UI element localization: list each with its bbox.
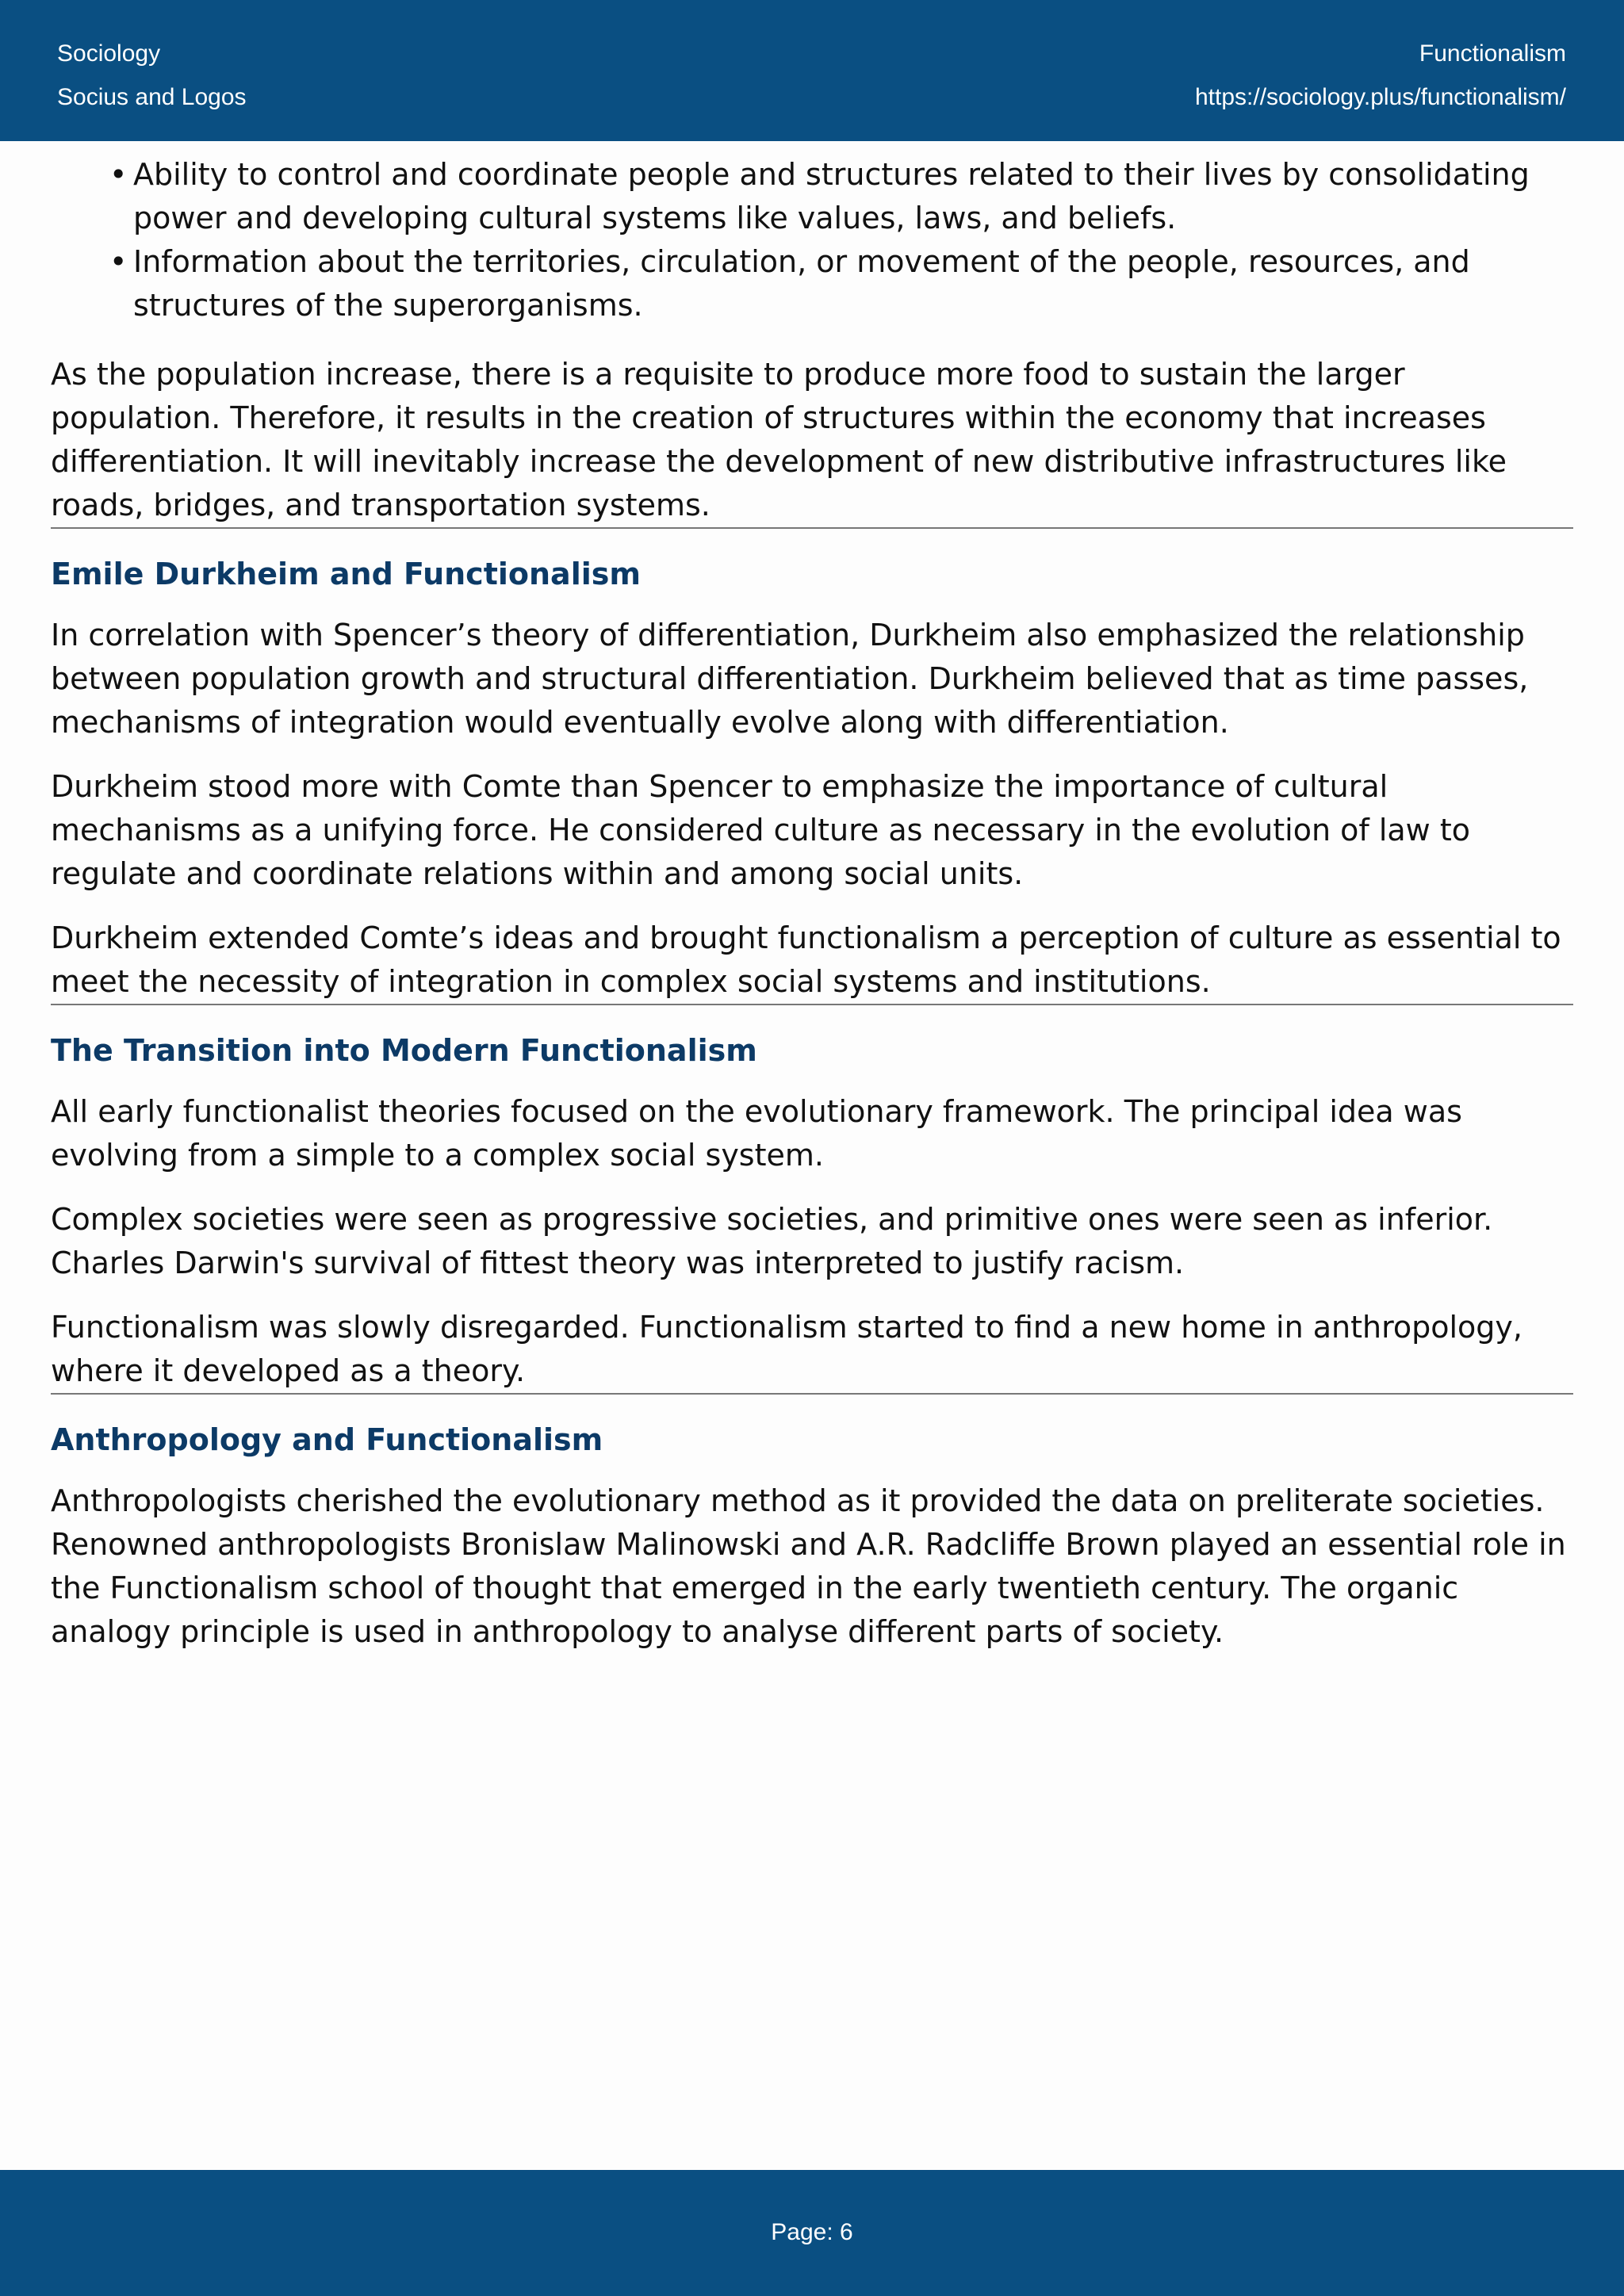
page-header — [0, 0, 1624, 141]
header-topic: Functionalism — [1419, 40, 1566, 67]
paragraph: Functionalism was slowly disregarded. Functionalism started to find a new home in anthropology, where it developed as a theory. — [51, 1310, 1522, 1388]
header-left — [57, 32, 247, 119]
section-heading-durkheim: Emile Durkheim and Functionalism — [51, 557, 641, 591]
section-heading-anthropology: Anthropology and Functionalism — [51, 1422, 603, 1457]
paragraph: All early functionalist theories focused on the evolutionary framework. The principal idea was evolving from a simple to a complex social system. — [51, 1094, 1462, 1173]
list-item-text: Ability to control and coordinate people and structures related to their lives by consolidating power and developing cultural systems like values, laws, and beliefs. — [133, 157, 1530, 235]
list-item — [109, 240, 1576, 327]
paragraph: In correlation with Spencer’s theory of differentiation, Durkheim also emphasized the relationship between population growth and structural differentiation. Durkheim believed that as time passes, mechanisms of integration would eventually evolve along with differentiation. — [51, 618, 1529, 740]
header-category: Sociology — [57, 40, 161, 67]
paragraph: Complex societies were seen as progressive societies, and primitive ones were seen as inferior. Charles Darwin's survival of fittest theory was interpreted to justify racism. — [51, 1202, 1493, 1280]
bullet-icon: • — [109, 244, 128, 279]
list-item — [109, 153, 1576, 240]
section-heading-transition: The Transition into Modern Functionalism — [51, 1033, 757, 1068]
bullet-icon: • — [109, 157, 128, 192]
header-url[interactable]: https://sociology.plus/functionalism/ — [1194, 84, 1566, 110]
section-divider — [51, 527, 1573, 529]
page-content — [51, 141, 1576, 1654]
bullet-list — [51, 153, 1576, 327]
section-divider — [51, 1393, 1573, 1395]
list-item-text: Information about the territories, circulation, or movement of the people, resources, and structures of the superorganisms. — [133, 244, 1470, 323]
page-number: Page: 6 — [771, 2219, 853, 2245]
intro-paragraph: As the population increase, there is a requisite to produce more food to sustain the larger population. Therefore, it results in the creation of structures within the economy that increases differentiation. It will inevitably increase the development of new distributive infrastructures like roads, bridges, and transportation systems. — [51, 357, 1507, 522]
paragraph: Durkheim extended Comte’s ideas and brought functionalism a perception of culture as essential to meet the necessity of integration in complex social systems and institutions. — [51, 920, 1561, 999]
header-right — [1195, 32, 1566, 119]
header-site-name: Socius and Logos — [57, 84, 247, 110]
page-footer — [0, 2170, 1624, 2296]
paragraph: Anthropologists cherished the evolutionary method as it provided the data on preliterate societies. Renowned anthropologists Bronislaw Malinowski and A.R. Radcliffe Brown played an essential role in the Functionalism school of thought that emerged in the early twentieth century. The organic analogy principle is used in anthropology to analyse different parts of society. — [51, 1483, 1566, 1649]
section-divider — [51, 1004, 1573, 1005]
paragraph: Durkheim stood more with Comte than Spencer to emphasize the importance of cultural mechanisms as a unifying force. He considered culture as necessary in the evolution of law to regulate and coordinate relations within and among social units. — [51, 769, 1470, 891]
